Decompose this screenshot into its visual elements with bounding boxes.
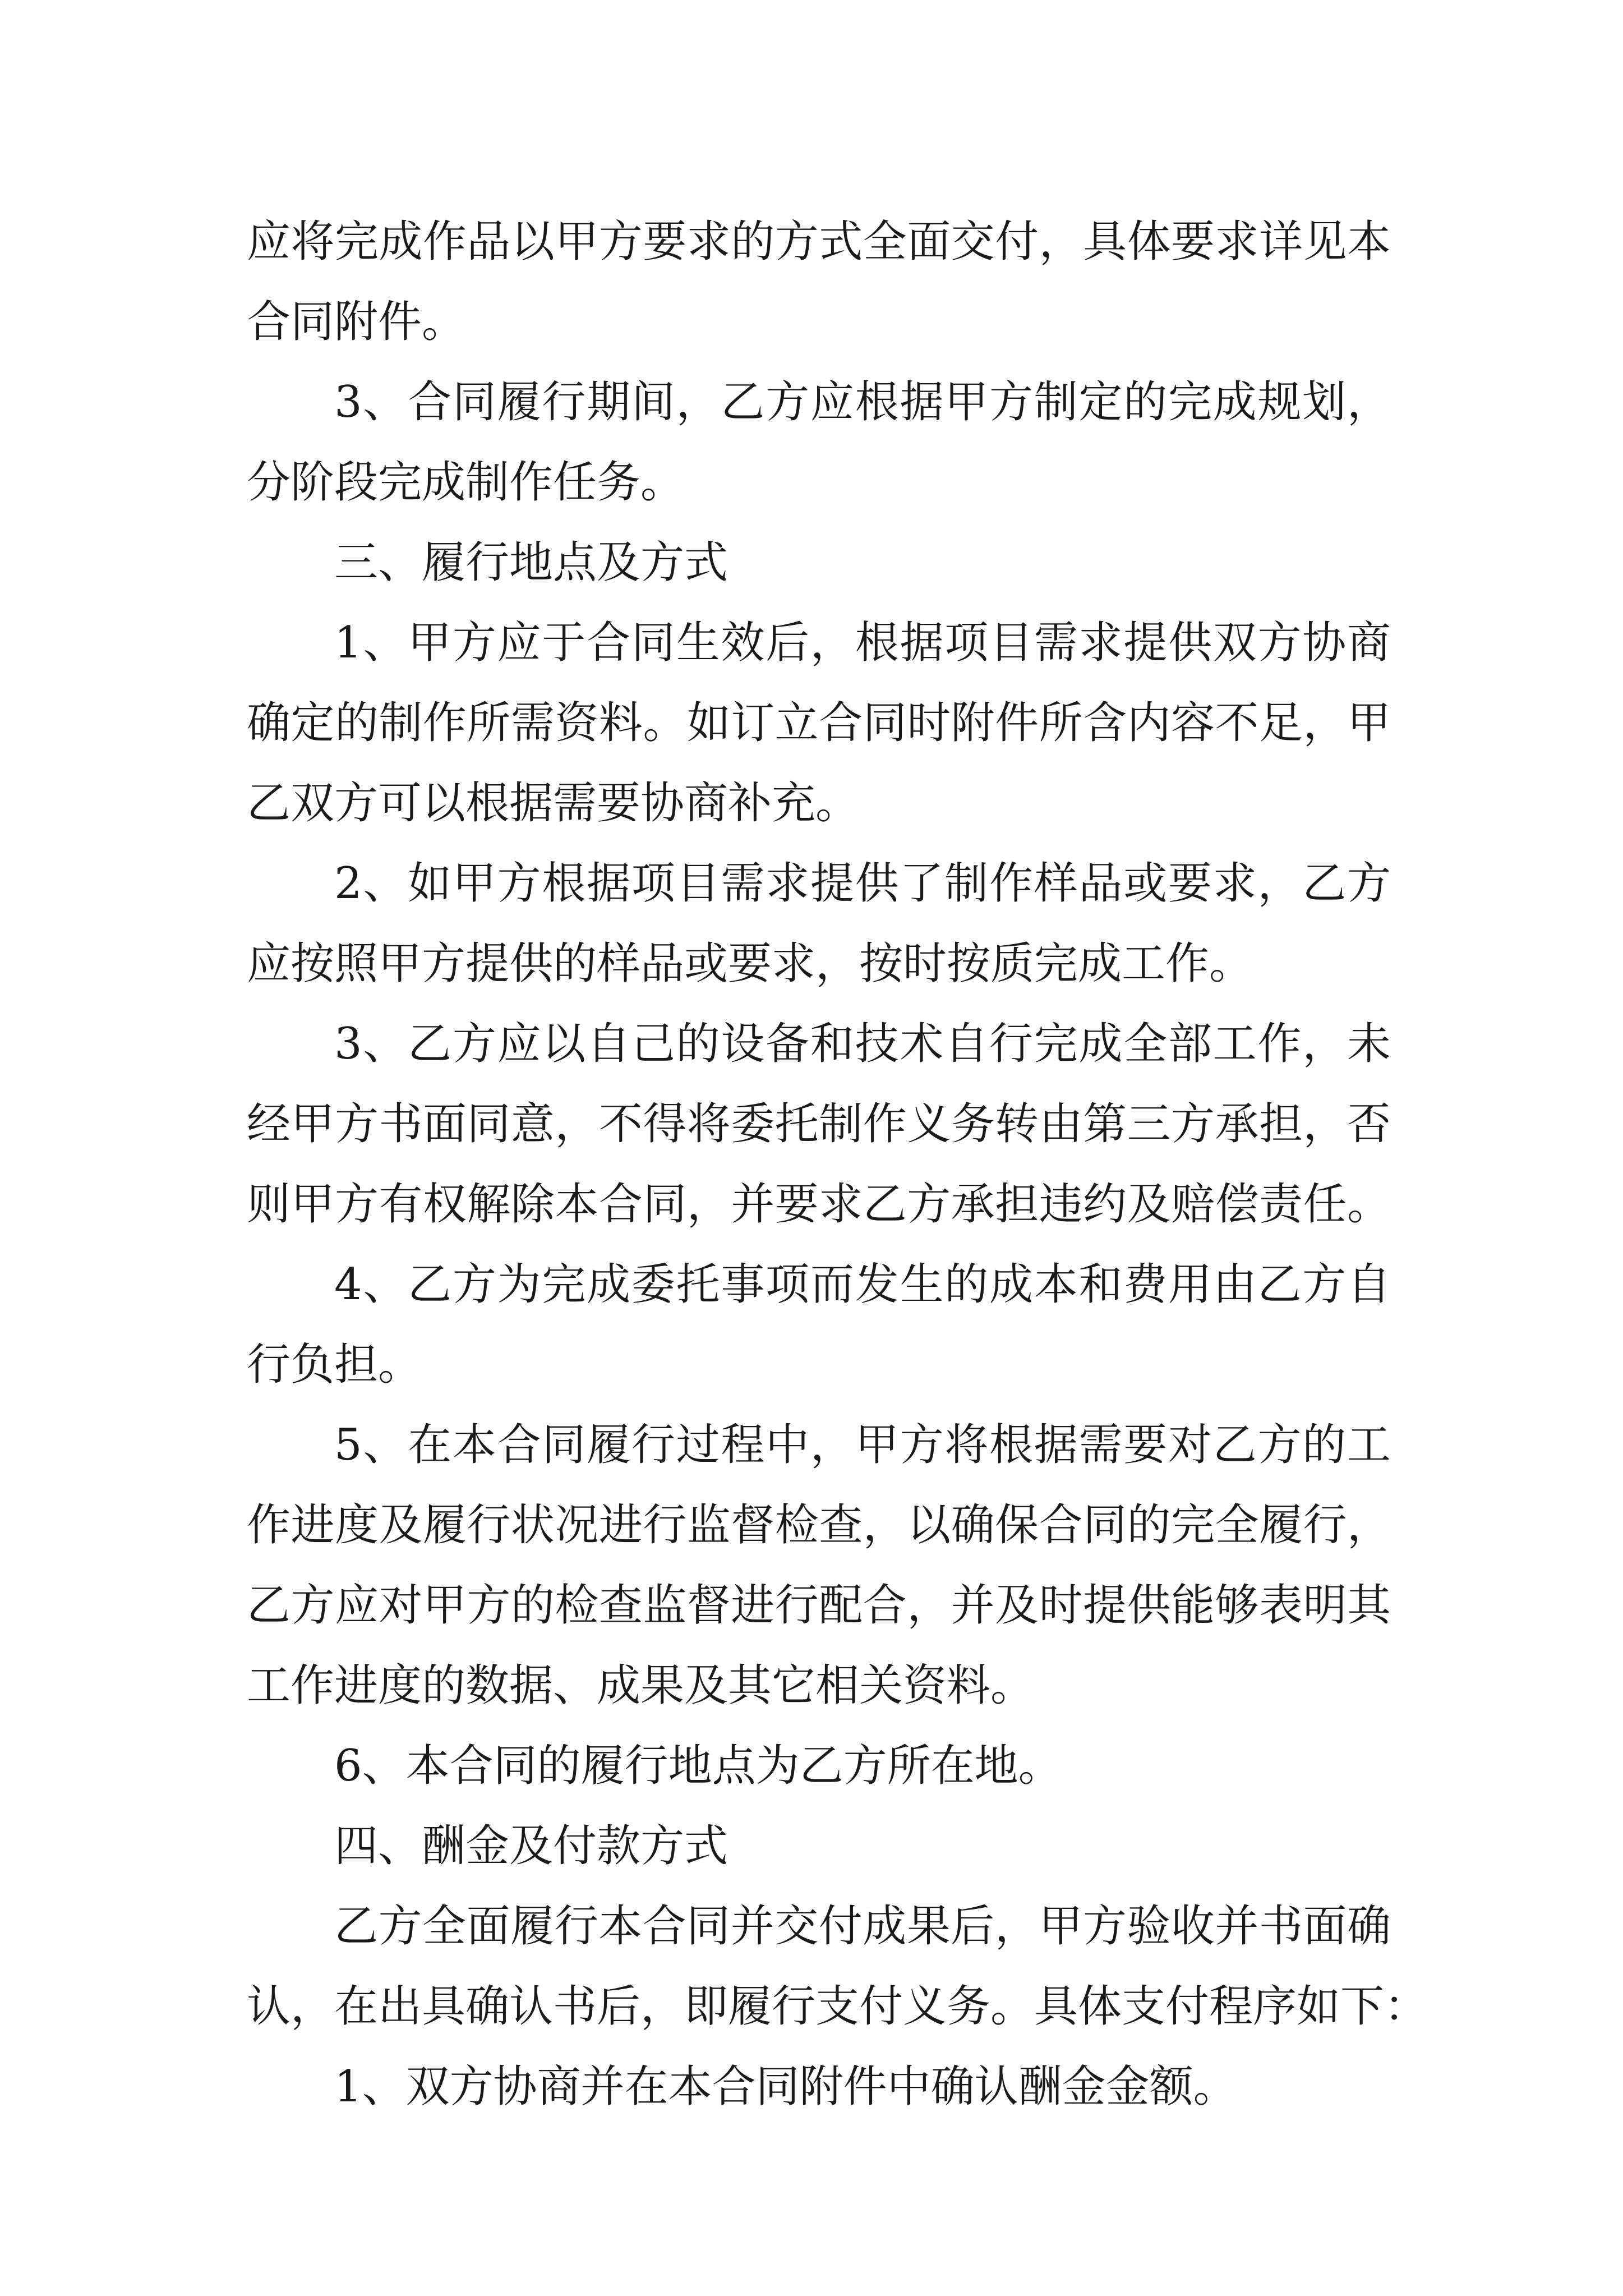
section-heading: 四、酬金及付款方式 xyxy=(334,1821,728,1871)
text-line: 1、双方协商并在本合同附件中确认酬金金额。 xyxy=(334,2062,1237,2112)
contract-body xyxy=(247,202,1428,2127)
text-line: 应按照甲方提供的样品或要求，按时按质完成工作。 xyxy=(247,938,1253,989)
text-line: 作进度及履行状况进行监督检查，以确保合同的完全履行， xyxy=(247,1500,1391,1550)
section-heading: 三、履行地点及方式 xyxy=(334,537,728,588)
text-line: 分阶段完成制作任务。 xyxy=(247,457,685,508)
text-line: 3、乙方应以自己的设备和技术自行完成全部工作，未 xyxy=(334,1019,1391,1069)
text-line: 确定的制作所需资料。如订立合同时附件所含内容不足，甲 xyxy=(247,698,1391,748)
text-line: 合同附件。 xyxy=(247,297,466,347)
text-line: 则甲方有权解除本合同，并要求乙方承担违约及赔偿责任。 xyxy=(247,1179,1391,1230)
text-line: 乙方全面履行本合同并交付成果后，甲方验收并书面确 xyxy=(334,1901,1391,1952)
text-line: 2、如甲方根据项目需求提供了制作样品或要求，乙方 xyxy=(334,858,1391,909)
text-line: 1、甲方应于合同生效后，根据项目需求提供双方协商 xyxy=(334,618,1391,668)
text-line: 工作进度的数据、成果及其它相关资料。 xyxy=(247,1660,1035,1711)
text-line: 应将完成作品以甲方要求的方式全面交付，具体要求详见本 xyxy=(247,217,1391,267)
text-line: 乙方应对甲方的检查监督进行配合，并及时提供能够表明其 xyxy=(247,1580,1391,1631)
text-line: 认，在出具确认书后，即履行支付义务。具体支付程序如下： xyxy=(247,1981,1428,2032)
text-line: 3、合同履行期间，乙方应根据甲方制定的完成规划， xyxy=(334,377,1391,427)
text-line: 经甲方书面同意，不得将委托制作义务转由第三方承担，否 xyxy=(247,1099,1391,1149)
text-line: 6、本合同的履行地点为乙方所在地。 xyxy=(334,1741,1062,1791)
text-line: 乙双方可以根据需要协商补充。 xyxy=(247,778,860,829)
text-line: 4、乙方为完成委托事项而发生的成本和费用由乙方自 xyxy=(334,1259,1391,1310)
text-line: 5、在本合同履行过程中，甲方将根据需要对乙方的工 xyxy=(334,1420,1391,1470)
text-line: 行负担。 xyxy=(247,1340,422,1390)
